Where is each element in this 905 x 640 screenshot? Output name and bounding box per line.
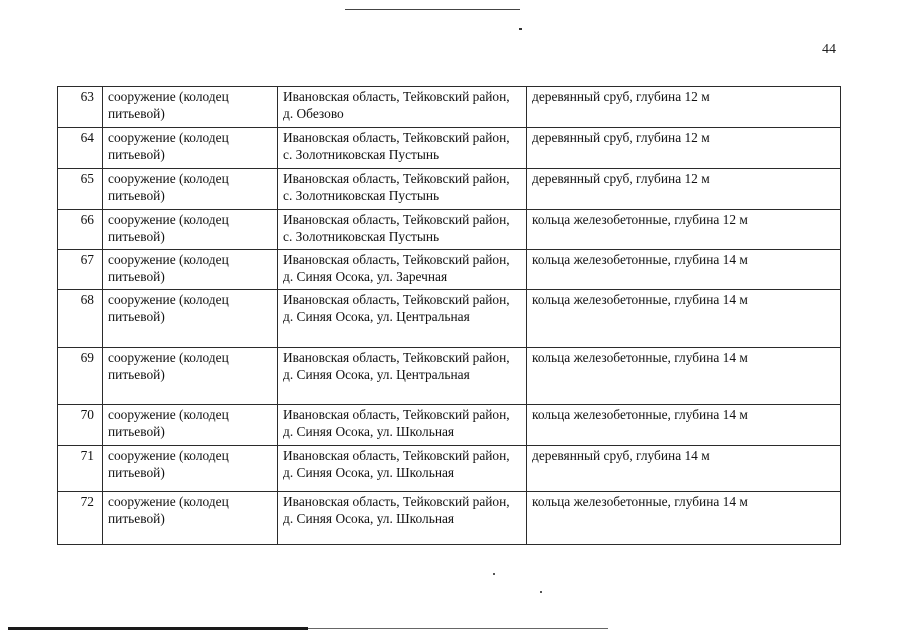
table-row	[58, 210, 841, 250]
table-row	[58, 348, 841, 405]
object-description: деревянный сруб, глубина 14 м	[527, 446, 841, 492]
table-row	[58, 87, 841, 128]
object-description: кольца железобетонные, глубина 14 м	[527, 290, 841, 348]
table-row	[58, 446, 841, 492]
object-type: сооружение (колодец питьевой)	[103, 348, 278, 405]
table-row	[58, 405, 841, 446]
header-rule	[345, 9, 520, 10]
row-number: 72	[58, 492, 103, 545]
scan-edge-line	[8, 627, 308, 630]
row-number: 64	[58, 128, 103, 169]
object-description: деревянный сруб, глубина 12 м	[527, 87, 841, 128]
object-type: сооружение (колодец питьевой)	[103, 446, 278, 492]
row-number: 71	[58, 446, 103, 492]
object-address: Ивановская область, Тейковский район, с. Золотниковская Пустынь	[278, 169, 527, 210]
object-address: Ивановская область, Тейковский район, д. Синяя Осока, ул. Центральная	[278, 290, 527, 348]
page-number: 44	[822, 42, 836, 57]
scan-speck	[540, 591, 542, 593]
object-description: кольца железобетонные, глубина 14 м	[527, 348, 841, 405]
object-type: сооружение (колодец питьевой)	[103, 250, 278, 290]
scan-speck	[493, 573, 495, 575]
scan-speck	[519, 28, 522, 30]
object-description: кольца железобетонные, глубина 14 м	[527, 492, 841, 545]
object-address: Ивановская область, Тейковский район, д. Синяя Осока, ул. Школьная	[278, 492, 527, 545]
object-address: Ивановская область, Тейковский район, д. Синяя Осока, ул. Заречная	[278, 250, 527, 290]
row-number: 69	[58, 348, 103, 405]
row-number: 66	[58, 210, 103, 250]
object-address: Ивановская область, Тейковский район, д. Синяя Осока, ул. Школьная	[278, 446, 527, 492]
object-type: сооружение (колодец питьевой)	[103, 128, 278, 169]
row-number: 70	[58, 405, 103, 446]
object-type: сооружение (колодец питьевой)	[103, 405, 278, 446]
table-row	[58, 169, 841, 210]
object-description: деревянный сруб, глубина 12 м	[527, 169, 841, 210]
object-description: кольца железобетонные, глубина 12 м	[527, 210, 841, 250]
object-type: сооружение (колодец питьевой)	[103, 210, 278, 250]
object-type: сооружение (колодец питьевой)	[103, 492, 278, 545]
row-number: 65	[58, 169, 103, 210]
object-description: кольца железобетонные, глубина 14 м	[527, 250, 841, 290]
object-address: Ивановская область, Тейковский район, д. Обезово	[278, 87, 527, 128]
object-description: кольца железобетонные, глубина 14 м	[527, 405, 841, 446]
scan-edge-line	[308, 628, 608, 629]
table-row	[58, 492, 841, 545]
object-address: Ивановская область, Тейковский район, с. Золотниковская Пустынь	[278, 210, 527, 250]
object-type: сооружение (колодец питьевой)	[103, 169, 278, 210]
object-address: Ивановская область, Тейковский район, с. Золотниковская Пустынь	[278, 128, 527, 169]
wells-registry-table	[57, 86, 841, 545]
object-address: Ивановская область, Тейковский район, д. Синяя Осока, ул. Школьная	[278, 405, 527, 446]
object-address: Ивановская область, Тейковский район, д. Синяя Осока, ул. Центральная	[278, 348, 527, 405]
row-number: 68	[58, 290, 103, 348]
object-type: сооружение (колодец питьевой)	[103, 87, 278, 128]
object-type: сооружение (колодец питьевой)	[103, 290, 278, 348]
row-number: 63	[58, 87, 103, 128]
table-row	[58, 128, 841, 169]
table-row	[58, 290, 841, 348]
object-description: деревянный сруб, глубина 12 м	[527, 128, 841, 169]
row-number: 67	[58, 250, 103, 290]
table-row	[58, 250, 841, 290]
